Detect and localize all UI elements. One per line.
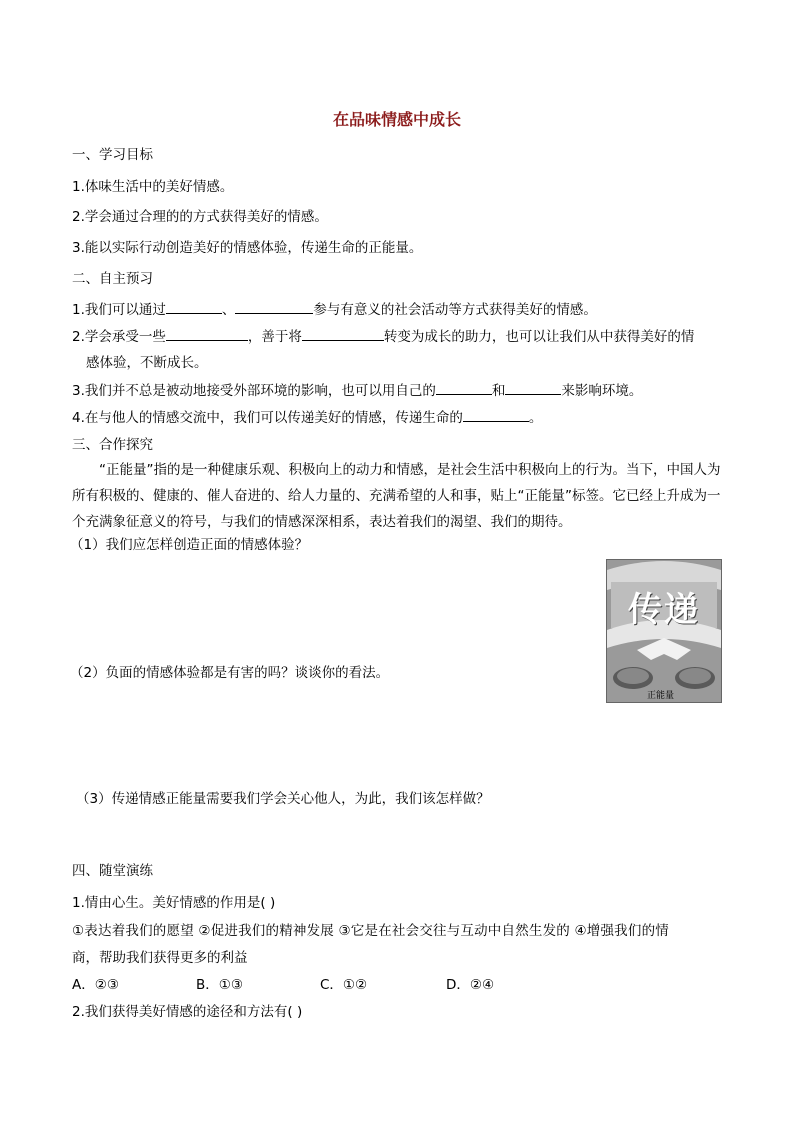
question-text: 参与有意义的社会活动等方式获得美好的情感。 bbox=[313, 302, 597, 318]
fill-blank[interactable] bbox=[302, 327, 384, 341]
preview-question-3 bbox=[72, 381, 642, 400]
section-heading-practice: 四、随堂演练 bbox=[72, 863, 153, 879]
preview-question-2 bbox=[72, 327, 694, 346]
goal-item: 3.能以实际行动创造美好的情感体验，传递生命的正能量。 bbox=[72, 240, 423, 256]
practice-question-1-choices-cont: 商，帮助我们获得更多的利益 bbox=[72, 950, 248, 966]
goal-item: 1.体味生活中的美好情感。 bbox=[72, 179, 234, 195]
option-c[interactable]: C．①② bbox=[320, 977, 368, 993]
fill-blank[interactable] bbox=[166, 327, 248, 341]
page-title: 在品味情感中成长 bbox=[332, 110, 461, 129]
question-text: 3.我们并不总是被动地接受外部环境的影响，也可以用自己的 bbox=[72, 383, 436, 399]
explore-question-1: （1）我们应怎样创造正面的情感体验？ bbox=[70, 537, 309, 553]
fill-blank[interactable] bbox=[505, 381, 561, 395]
fill-blank[interactable] bbox=[235, 300, 313, 314]
practice-question-1-options bbox=[72, 976, 494, 994]
section-heading-goals: 一、学习目标 bbox=[72, 147, 153, 163]
option-a[interactable]: A．②③ bbox=[72, 977, 119, 993]
question-text: 2.学会承受一些 bbox=[72, 329, 166, 345]
question-text: ，善于将 bbox=[247, 329, 302, 345]
explore-question-3: （3）传递情感正能量需要我们学会关心他人，为此，我们该怎样做？ bbox=[76, 791, 490, 807]
section-heading-preview: 二、自主预习 bbox=[72, 271, 153, 287]
option-d[interactable]: D．②④ bbox=[446, 977, 495, 993]
positive-energy-image bbox=[606, 559, 722, 703]
question-text: 和 bbox=[491, 383, 506, 399]
practice-question-1-choices: ①表达着我们的愿望 ②促进我们的精神发展 ③它是在社会交往与互动中自然生发的 ④增强我们的情 bbox=[72, 923, 669, 939]
option-b[interactable]: B．①③ bbox=[196, 977, 243, 993]
question-text: 4.在与他人的情感交流中，我们可以传递美好的情感，传递生命的 bbox=[72, 410, 463, 426]
preview-question-4 bbox=[72, 408, 542, 427]
poster-caption: 正能量 bbox=[647, 691, 675, 701]
explore-question-2: （2）负面的情感体验都是有害的吗？谈谈你的看法。 bbox=[70, 665, 390, 681]
fill-blank[interactable] bbox=[166, 300, 222, 314]
practice-question-1: 1.情由心生。美好情感的作用是( ) bbox=[72, 895, 276, 911]
section-heading-explore: 三、合作探究 bbox=[72, 437, 153, 453]
practice-question-2: 2.我们获得美好情感的途径和方法有( ) bbox=[72, 1004, 303, 1020]
goal-item: 2.学会通过合理的的方式获得美好的情感。 bbox=[72, 209, 328, 225]
explore-paragraph: “正能量”指的是一种健康乐观、积极向上的动力和情感，是社会生活中积极向上的行为。当下，中国人为所有积极的、健康的、催人奋进的、给人力量的、充满希望的人和事，贴上“正能量”标签。它已经上升成为一个充满象征意义的符号，与我们的情感深深相系，表达着我们的渴望、我们的期待。 bbox=[72, 462, 721, 530]
preview-question-2-cont: 感体验，不断成长。 bbox=[86, 355, 208, 371]
question-text: 。 bbox=[528, 410, 543, 426]
question-text: 1.我们可以通过 bbox=[72, 302, 166, 318]
question-text: 来影响环境。 bbox=[561, 383, 643, 399]
question-text: 、 bbox=[221, 302, 236, 318]
poster-title: 传递 bbox=[628, 590, 700, 630]
preview-question-1 bbox=[72, 300, 597, 319]
fill-blank[interactable] bbox=[463, 408, 529, 422]
question-text: 转变为成长的助力，也可以让我们从中获得美好的情 bbox=[383, 329, 695, 345]
fill-blank[interactable] bbox=[436, 381, 492, 395]
